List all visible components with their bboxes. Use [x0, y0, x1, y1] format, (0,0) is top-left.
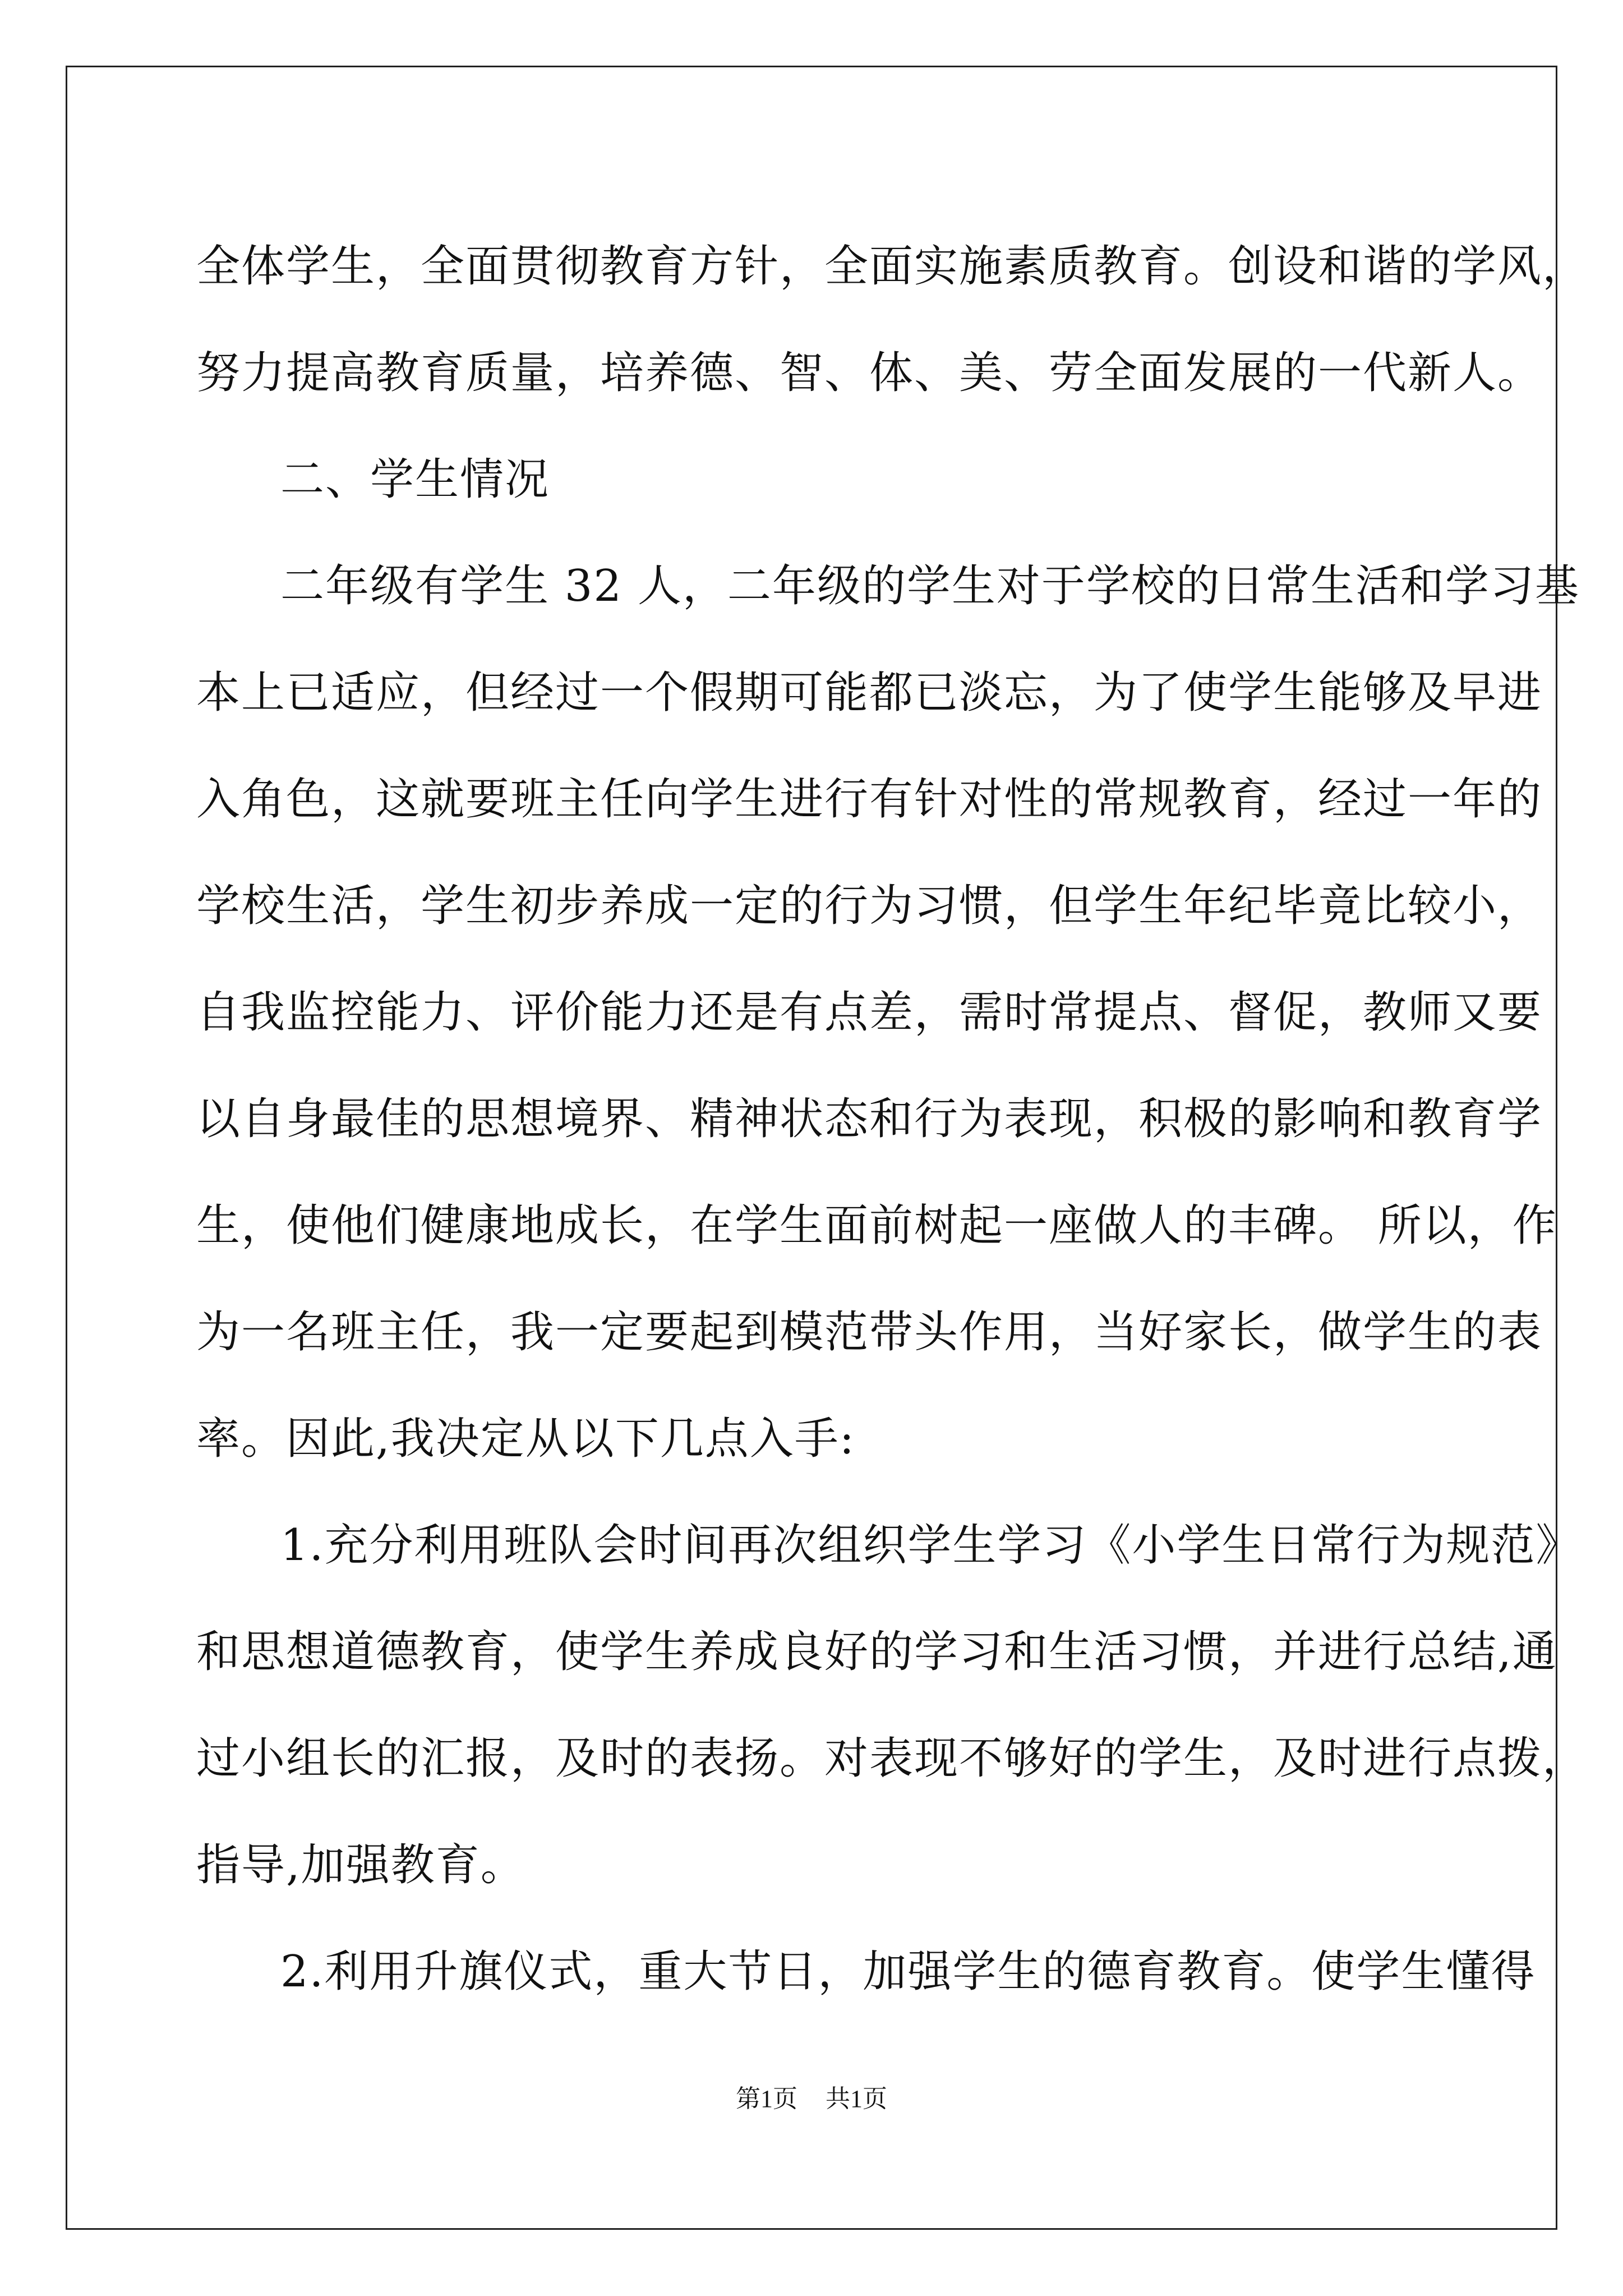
text-line: 学校生活，学生初步养成一定的行为习惯，但学生年纪毕竟比较小，	[196, 881, 1543, 931]
text-line: 以自身最佳的思想境界、精神状态和行为表现，积极的影响和教育学	[196, 1094, 1543, 1144]
page-total: 共1页	[826, 2085, 887, 2113]
text-line: 和思想道德教育，使学生养成良好的学习和生活习惯，并进行总结,通	[196, 1627, 1557, 1677]
document-body	[196, 213, 1588, 2025]
text-line: 努力提高教育质量，培养德、智、体、美、劳全面发展的一代新人。	[196, 348, 1543, 398]
text-line: 本上已适应，但经过一个假期可能都已淡忘，为了使学生能够及早进	[196, 668, 1543, 718]
text-line: 入角色，这就要班主任向学生进行有针对性的常规教育，经过一年的	[196, 774, 1543, 825]
section-heading: 二、学生情况	[280, 454, 550, 505]
page-number: 第1页	[736, 2085, 797, 2113]
text-line: 指导,加强教育。	[196, 1840, 525, 1890]
text-line: 过小组长的汇报，及时的表扬。对表现不够好的学生，及时进行点拨，	[196, 1733, 1588, 1784]
text-line: 二年级有学生 32 人，二年级的学生对于学校的日常生活和学习基	[280, 561, 1580, 611]
text-line: 全体学生，全面贯彻教育方针，全面实施素质教育。创设和谐的学风，	[196, 241, 1588, 292]
text-line: 率。因此,我决定从以下几点入手:	[196, 1414, 856, 1464]
text-line: 为一名班主任，我一定要起到模范带头作用，当好家长，做学生的表	[196, 1307, 1543, 1358]
page-footer	[0, 2078, 1623, 2114]
text-line: 生，使他们健康地成长，在学生面前树起一座做人的丰碑。 所以，作	[196, 1200, 1557, 1251]
text-line: 自我监控能力、评价能力还是有点差，需时常提点、督促，教师又要	[196, 987, 1543, 1038]
list-item: 1.充分利用班队会时间再次组织学生学习《小学生日常行为规范》	[280, 1520, 1581, 1571]
list-item: 2.利用升旗仪式，重大节日，加强学生的德育教育。使学生懂得	[280, 1947, 1536, 1997]
